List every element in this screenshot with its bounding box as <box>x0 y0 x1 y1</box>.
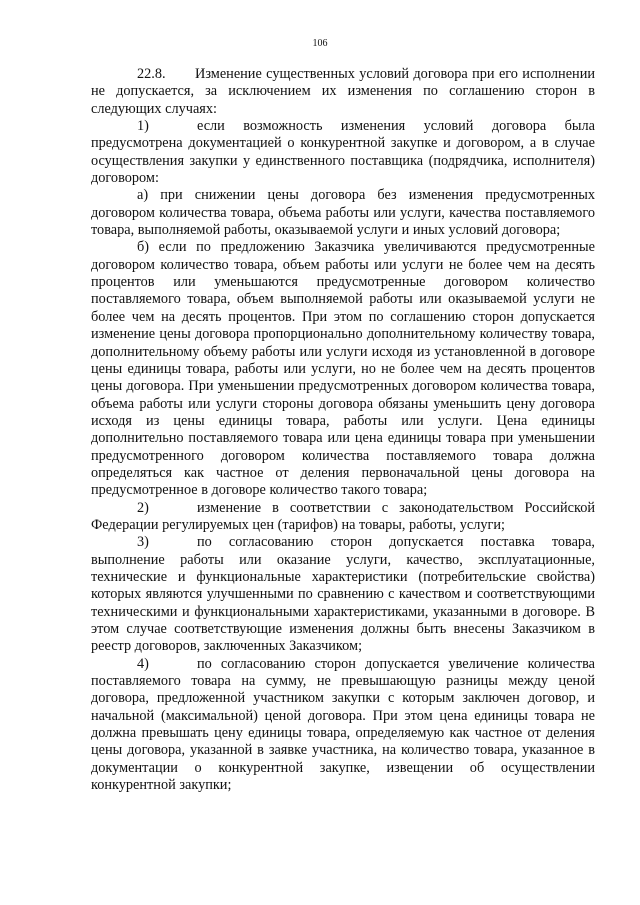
list-item-number: 3) <box>137 534 149 551</box>
clause-text: Изменение существенных условий договора при его исполнении не допускается, за исключением их изменения по соглашению сторон в следующих случаях: <box>91 66 595 117</box>
subitem-b: б) если по предложению Заказчика увеличиваются предусмотренные договором количество товара, объем работы или услуги не более чем на десять процентов или уменьшаются предусмотренные договором количество поставляемого товара, объем выполняемой работы или оказываемой услуги не более чем на десять процентов. При этом по соглашению сторон допускается изменение цены договора пропорционально дополнительному количеству товара, дополнительному объему работы или услуги исходя из установленной в договоре цены единицы товара, работы или услуги, но не более чем на десять процентов цены договора. При уменьшении предусмотренных договором количества товара, объема работы или услуги стороны договора обязаны уменьшить цену договора исходя из цены единицы товара, работы или услуги. Цена единицы дополнительно поставляемого товара или цена единицы товара при уменьшении предусмотренного договором количества поставляемого товара должна определяться как частное от деления первоначальной цены договора на предусмотренное в договоре количество такого товара; <box>91 239 595 499</box>
list-item-number: 4) <box>137 655 149 672</box>
list-item-text: по согласованию сторон допускается увеличение количества поставляемого товара на сумму, не превышающую разницы между ценой договора, предложенной участником закупки с которым заключен договор, и начальной (максимальной) ценой договора. При этом цена единицы товара не должна превышать цену единицы товара, определяемую как частное от деления цены договора, указанной в заявке участника, на количество товара, указанное в документации о конкурентной закупке, извещении об осуществлении конкурентной закупки; <box>91 655 595 794</box>
list-item-2 <box>91 500 595 535</box>
list-item-1 <box>91 118 595 187</box>
subitem-a: а) при снижении цены договора без изменения предусмотренных договором количества товара, объема работы или услуги, качества поставляемого товара, выполняемой работы, оказываемой услуги и иных условий договора; <box>91 187 595 239</box>
document-body <box>91 66 595 794</box>
list-item-text: если возможность изменения условий договора была предусмотрена документацией о конкурентной закупке и договором, а в случае осуществления закупки у единственного поставщика (подрядчика, исполнителя) договором: <box>91 118 595 187</box>
list-item-number: 2) <box>137 499 149 516</box>
page-number: 106 <box>312 38 328 49</box>
list-item-4 <box>91 656 595 795</box>
clause-number: 22.8. <box>137 66 166 82</box>
list-item-number: 1) <box>137 118 149 135</box>
list-item-3 <box>91 534 595 655</box>
clause-paragraph <box>91 66 595 118</box>
list-item-text: по согласованию сторон допускается поставка товара, выполнение работы или оказание услуги, качество, эксплуатационные, технические и функциональные характеристики (потребительские свойства) которых являются улучшенными по сравнению с качеством и соответствующими техническими и функциональными характеристиками, указанными в договоре. В этом случае соответствующие изменения должны быть внесены Заказчиком в реестр договоров, заключенных Заказчиком; <box>91 534 595 655</box>
list-item-text: изменение в соответствии с законодательством Российской Федерации регулируемых цен (тарифов) на товары, работы, услуги; <box>91 499 595 533</box>
